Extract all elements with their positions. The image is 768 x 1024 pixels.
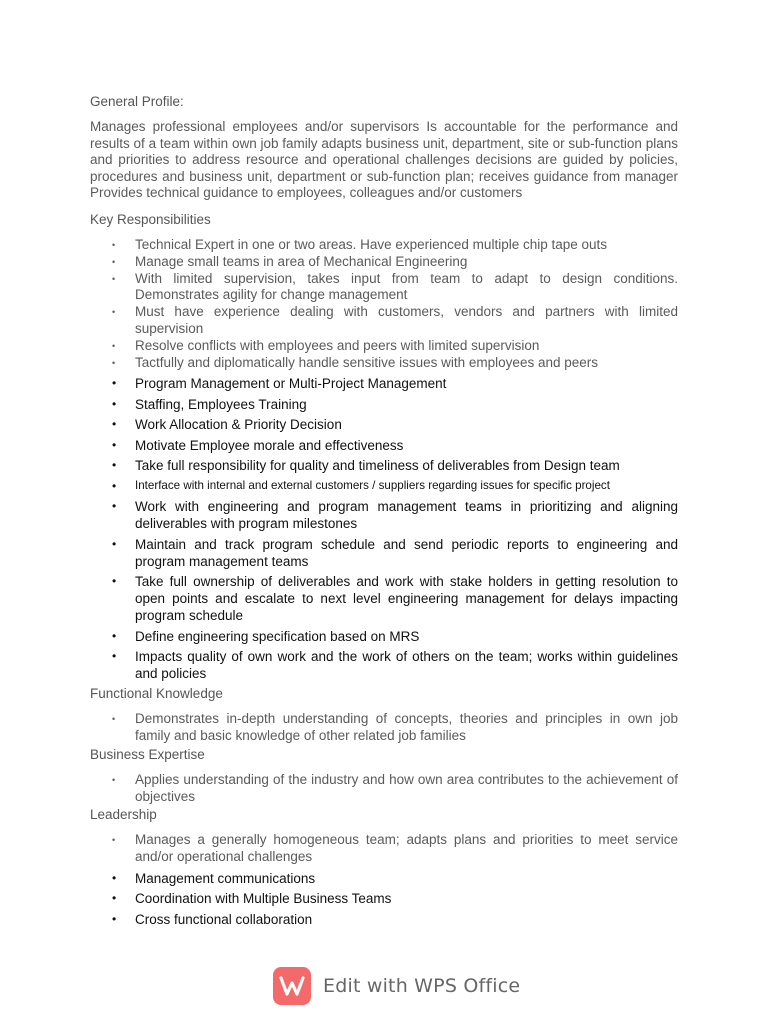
key-responsibilities-heading: Key Responsibilities <box>90 211 211 227</box>
wps-edit-banner[interactable] <box>273 966 520 1006</box>
functional-knowledge-heading: Functional Knowledge <box>90 686 223 702</box>
list-item: • Work with engineering and program management teams in prioritizing and aligning deliverables with program milestones <box>90 498 678 532</box>
list-item: • Tactfully and diplomatically handle sensitive issues with employees and peers <box>90 355 678 372</box>
list-item: • Motivate Employee morale and effectiveness <box>90 437 678 454</box>
leadership-list <box>90 832 678 927</box>
list-item: • Applies understanding of the industry and how own area contributes to the achievement of objectives <box>90 772 678 806</box>
list-item: • Define engineering specification based on MRS <box>90 628 678 645</box>
list-item: • Manage small teams in area of Mechanical Engineering <box>90 254 678 271</box>
business-expertise-heading: Business Expertise <box>90 746 205 762</box>
functional-knowledge-list <box>90 711 678 745</box>
leadership-heading: Leadership <box>90 807 157 823</box>
list-item: • Must have experience dealing with customers, vendors and partners with limited supervision <box>90 304 678 338</box>
list-item: • Staffing, Employees Training <box>90 396 678 413</box>
key-responsibilities-list <box>90 237 678 682</box>
list-item: • Interface with internal and external customers / suppliers regarding issues for specific project <box>90 478 678 494</box>
list-item: • Take full responsibility for quality and timeliness of deliverables from Design team <box>90 457 678 474</box>
wps-logo-icon <box>273 967 311 1005</box>
list-item: • Impacts quality of own work and the work of others on the team; works within guidelines and policies <box>90 648 678 682</box>
list-item: • Cross functional collaboration <box>90 911 678 928</box>
list-item: • Technical Expert in one or two areas. Have experienced multiple chip tape outs <box>90 237 678 254</box>
list-item: • Manages a generally homogeneous team; adapts plans and priorities to meet service and/or operational challenges <box>90 832 678 866</box>
list-item: • Maintain and track program schedule and send periodic reports to engineering and program management teams <box>90 536 678 570</box>
list-item: • Management communications <box>90 870 678 887</box>
general-profile-text: Manages professional employees and/or supervisors Is accountable for the performance and results of a team within own job family adapts business unit, department, site or sub-function plans and priorities to address resource and operational challenges decisions are guided by policies, procedures and business unit, department or sub-function plan; receives guidance from manager Provides technical guidance to employees, colleagues and/or customers <box>90 119 678 201</box>
list-item: • Program Management or Multi-Project Management <box>90 375 678 392</box>
list-item: • Resolve conflicts with employees and peers with limited supervision <box>90 338 678 355</box>
list-item: • Coordination with Multiple Business Teams <box>90 890 678 907</box>
list-item: • Work Allocation & Priority Decision <box>90 416 678 433</box>
list-item: • Demonstrates in-depth understanding of concepts, theories and principles in own job family and basic knowledge of other related job families <box>90 711 678 745</box>
document-page <box>90 93 678 928</box>
edit-with-wps-label: Edit with WPS Office <box>323 975 521 997</box>
general-profile-heading: General Profile: <box>90 94 184 109</box>
list-item: • Take full ownership of deliverables and work with stake holders in getting resolution to open points and escalate to next level engineering management for delays impacting program schedule <box>90 573 678 624</box>
list-item: • With limited supervision, takes input from team to adapt to design conditions. Demonstrates agility for change management <box>90 271 678 305</box>
business-expertise-list <box>90 772 678 806</box>
